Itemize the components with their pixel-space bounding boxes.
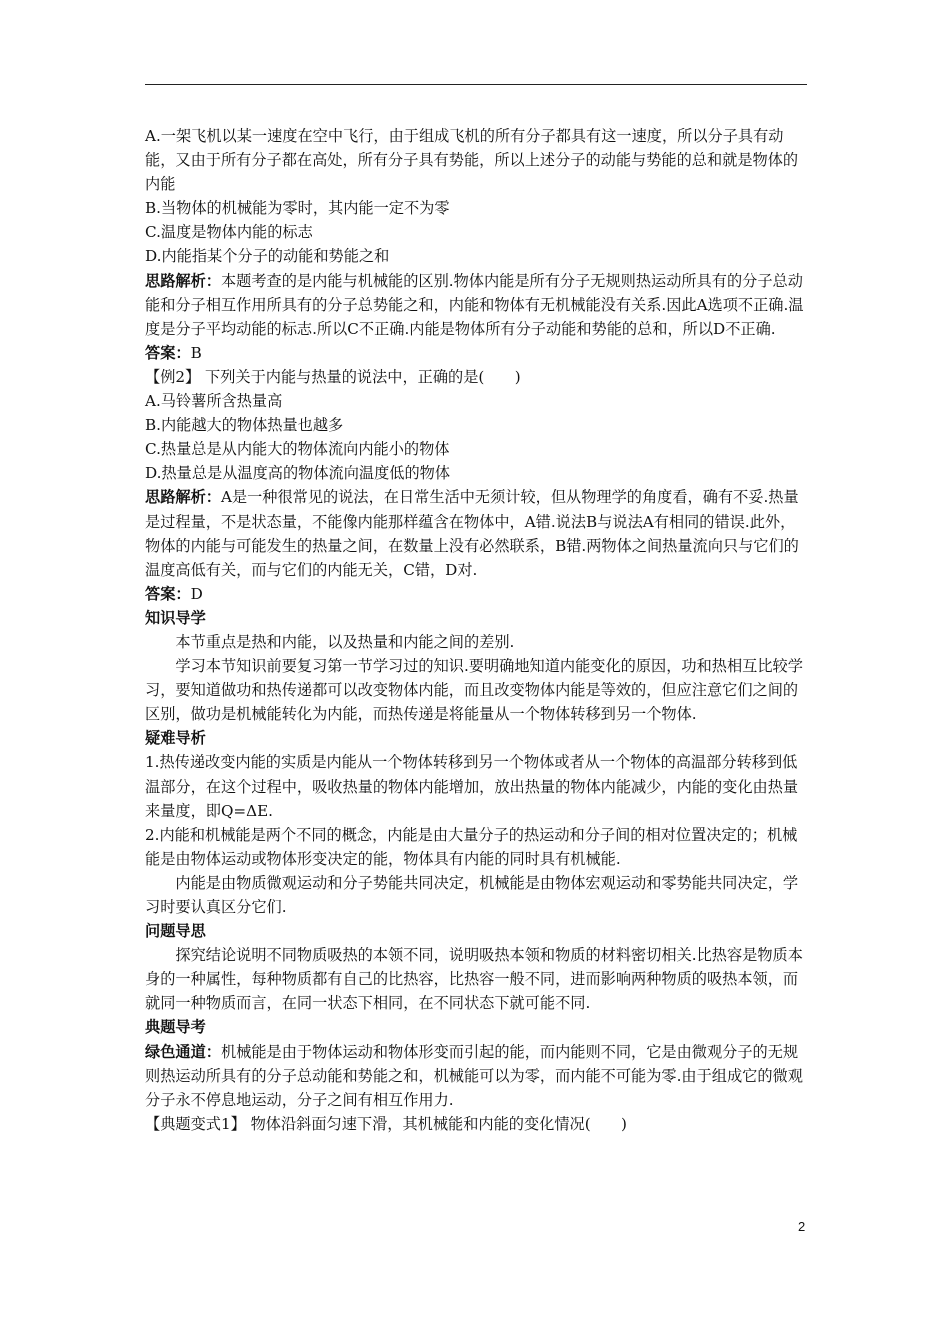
variant-question: 【典题变式1】 物体沿斜面匀速下滑，其机械能和内能的变化情况( ) <box>145 1114 627 1133</box>
green-channel-text: 机械能是由于物体运动和物体形变而引起的能，而内能则不同，它是由微观分子的无规则热运动所具有的分子总动能和势能之和，机械能可以为零，而内能不可能为零.由于组成它的微观分子永不停息地运动，分子之间有相互作用力. <box>145 1042 803 1109</box>
q2-answer <box>145 582 809 606</box>
q2-option-b: B.内能越大的物体热量也越多 <box>145 416 344 435</box>
q1-answer <box>145 341 809 365</box>
difficulty-paragraph: 1.热传递改变内能的实质是内能从一个物体转移到另一个物体或者从一个物体的高温部分转移到低温部分，在这个过程中，吸收热量的物体内能增加，放出热量的物体内能减少，内能的变化由热量来量度，即Q=ΔE. <box>145 753 799 820</box>
q1-option-c: C.温度是物体内能的标志 <box>145 223 313 242</box>
page-number: 2 <box>798 1219 806 1234</box>
analysis-label: 思路解析： <box>145 271 221 290</box>
guide-paragraph: 学习本节知识前要复习第一节学习过的知识.要明确地知道内能变化的原因，功和热相互比较学习，要知道做功和热传递都可以改变物体内能，而且改变物体内能是等效的，但应注意它们之间的区别，做功是机械能转化为内能，而热传递是将能量从一个物体转移到另一个物体. <box>145 657 803 724</box>
analysis-label: 思路解析： <box>145 488 221 507</box>
difficulty-paragraph: 内能是由物质微观运动和分子势能共同决定，机械能是由物体宏观运动和零势能共同决定，学习时要认真区分它们. <box>145 873 799 916</box>
q1-analysis <box>145 269 809 341</box>
section-heading-typical: 典题导考 <box>145 1018 206 1037</box>
analysis-text: 本题考查的是内能与机械能的区别.物体内能是所有分子无规则热运动所具有的分子总动能和分子相互作用所具有的分子总势能之和，内能和物体有无机械能没有关系.因此A选项不正确.温度是分子平均动能的标志.所以C不正确.内能是物体所有分子动能和势能的总和，所以D不正确. <box>145 271 804 338</box>
questions-paragraph: 探究结论说明不同物质吸热的本领不同，说明吸热本领和物质的材料密切相关.比热容是物质本身的一种属性，每种物质都有自己的比热容，比热容一般不同，进而影响两种物质的吸热本领，而就同一种物质而言，在同一状态下相同，在不同状态下就可能不同. <box>145 946 803 1013</box>
q1-option-a: A.一架飞机以某一速度在空中飞行，由于组成飞机的所有分子都具有这一速度，所以分子具有动能，又由于所有分子都在高处，所有分子具有势能，所以上述分子的动能与势能的总和就是物体的内能 <box>145 127 799 194</box>
analysis-text: A是一种很常见的说法，在日常生活中无须计较，但从物理学的角度看，确有不妥.热量是过程量，不是状态量，不能像内能那样蕴含在物体中，A错.说法B与说法A有相同的错误.此外，物体的内能与可能发生的热量之间，在数量上没有必然联系，B错.两物体之间热量流向只与它们的温度高低有关，而与它们的内能无关，C错，D对. <box>145 488 799 579</box>
page-body <box>145 124 809 1136</box>
answer-value: B <box>190 343 202 362</box>
q2-analysis <box>145 485 809 581</box>
q2-option-c: C.热量总是从内能大的物体流向内能小的物体 <box>145 440 450 459</box>
answer-label: 答案： <box>145 343 191 362</box>
q2-option-a: A.马铃薯所含热量高 <box>145 392 283 411</box>
q2-stem: 【例2】 下列关于内能与热量的说法中，正确的是( ) <box>145 367 521 386</box>
q1-option-b: B.当物体的机械能为零时，其内能一定不为零 <box>145 199 450 218</box>
section-heading-guide: 知识导学 <box>145 608 206 627</box>
answer-label: 答案： <box>145 584 191 603</box>
header-rule <box>145 84 807 85</box>
difficulty-paragraph: 2.内能和机械能是两个不同的概念，内能是由大量分子的热运动和分子间的相对位置决定的；机械能是由物体运动或物体形变决定的能，物体具有内能的同时具有机械能. <box>145 825 798 868</box>
q2-option-d: D.热量总是从温度高的物体流向温度低的物体 <box>145 464 451 483</box>
answer-value: D <box>190 584 203 603</box>
guide-paragraph: 本节重点是热和内能，以及热量和内能之间的差别. <box>175 632 515 651</box>
section-heading-questions: 问题导思 <box>145 922 206 941</box>
q1-option-d: D.内能指某个分子的动能和势能之和 <box>145 247 390 266</box>
green-channel <box>145 1040 809 1112</box>
section-heading-difficulty: 疑难导析 <box>145 729 206 748</box>
green-channel-label: 绿色通道： <box>145 1042 221 1061</box>
